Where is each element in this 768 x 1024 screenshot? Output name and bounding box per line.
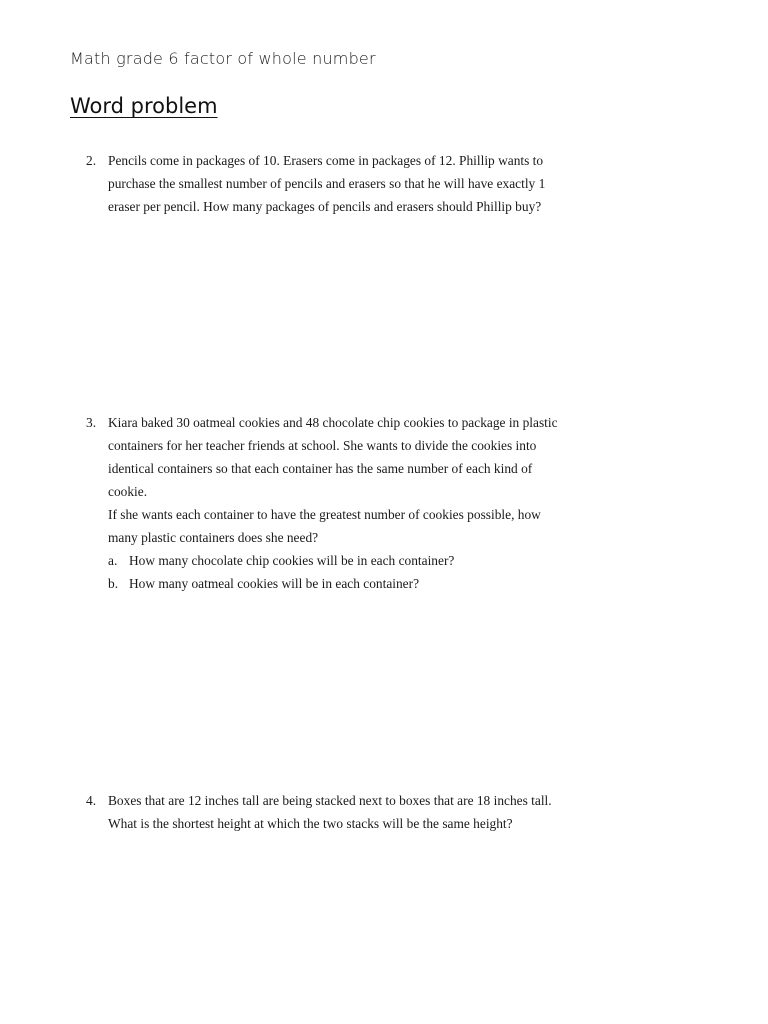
subquestion-text: How many oatmeal cookies will be in each container? [129, 576, 420, 591]
subquestion-letter: b. [108, 576, 119, 591]
problem-text-line: cookie. [108, 484, 148, 499]
problem-number: 4. [86, 793, 97, 808]
subquestion-b [82, 572, 642, 595]
subquestion-letter: a. [108, 553, 118, 568]
problem-3 [82, 411, 642, 595]
problem-text-line: What is the shortest height at which the two stacks will be the same height? [108, 816, 513, 831]
problem-text-line: If she wants each container to have the greatest number of cookies possible, how [108, 507, 541, 522]
problem-text-line: purchase the smallest number of pencils and erasers so that he will have exactly 1 [108, 176, 546, 191]
problem-text-line: Boxes that are 12 inches tall are being stacked next to boxes that are 18 inches tall. [108, 793, 552, 808]
problem-4 [82, 789, 642, 835]
subquestion-text: How many chocolate chip cookies will be in each container? [129, 553, 455, 568]
problem-number: 2. [86, 153, 97, 168]
problem-2 [82, 149, 642, 218]
section-heading: Word problem [70, 94, 218, 118]
problem-text-line: eraser per pencil. How many packages of pencils and erasers should Phillip buy? [108, 199, 542, 214]
problem-text-line: containers for her teacher friends at school. She wants to divide the cookies into [108, 438, 537, 453]
problem-number: 3. [86, 415, 97, 430]
problem-text-line: many plastic containers does she need? [108, 530, 319, 545]
problem-text-line: Kiara baked 30 oatmeal cookies and 48 chocolate chip cookies to package in plastic [108, 415, 558, 430]
worksheet-title: Math grade 6 factor of whole number [70, 49, 376, 68]
problem-text-line: Pencils come in packages of 10. Erasers come in packages of 12. Phillip wants to [108, 153, 544, 168]
problem-text-line: identical containers so that each container has the same number of each kind of [108, 461, 533, 476]
subquestion-a [82, 549, 642, 572]
